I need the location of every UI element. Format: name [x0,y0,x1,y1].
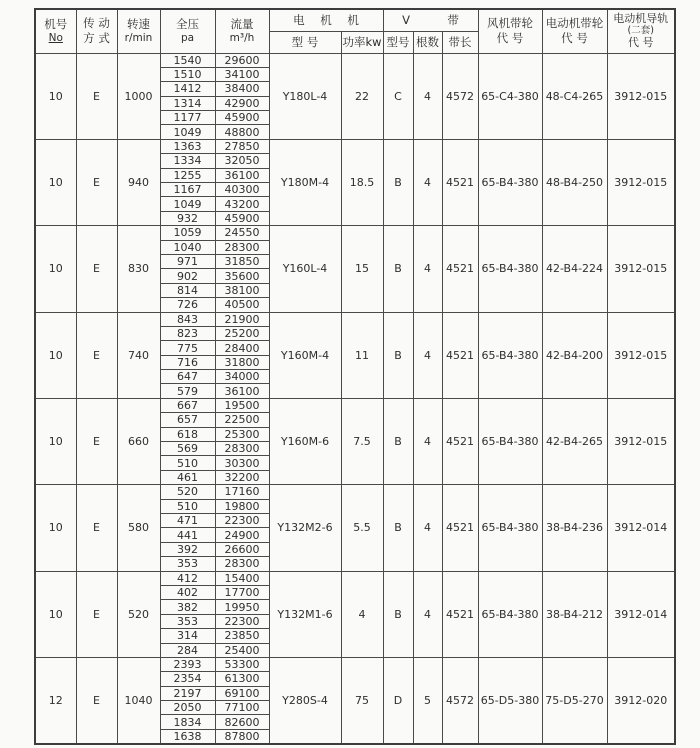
header-vbelt-v: V [402,12,411,27]
cell-fan-no: 10 [35,312,76,398]
cell-fan-pulley-code: 65-B4-380 [478,312,542,398]
cell-flow: 69100 [215,686,269,700]
cell-flow: 40500 [215,298,269,312]
cell-motor-pulley-code: 42-B4-224 [542,226,607,312]
cell-rail-code: 3912-015 [607,226,675,312]
cell-pressure: 1314 [160,96,215,110]
cell-drive-type: E [76,139,117,225]
header-pressure-label: 全压 [176,16,199,31]
header-row-top [35,9,675,31]
cell-pressure: 412 [160,571,215,585]
header-motor-rail-l3: 代 号 [628,35,654,49]
cell-flow: 26600 [215,542,269,556]
cell-flow: 87800 [215,729,269,743]
cell-pressure: 353 [160,614,215,628]
cell-flow: 21900 [215,312,269,326]
cell-pressure: 1049 [160,125,215,139]
cell-drive-type: E [76,657,117,743]
cell-flow: 22500 [215,413,269,427]
cell-drive-type: E [76,485,117,571]
cell-pressure: 569 [160,442,215,456]
cell-pressure: 647 [160,370,215,384]
cell-pressure: 2197 [160,686,215,700]
cell-motor-power: 75 [341,657,383,743]
cell-pressure: 441 [160,528,215,542]
cell-fan-pulley-code: 65-B4-380 [478,571,542,657]
header-motor-rail-l2: (二套) [627,24,654,36]
spec-row-group4-line1 [35,312,675,326]
cell-speed: 660 [117,398,160,484]
cell-flow: 32200 [215,470,269,484]
cell-belt-count: 4 [413,139,442,225]
cell-pressure: 1540 [160,53,215,67]
cell-motor-pulley-code: 38-B4-212 [542,571,607,657]
cell-pressure: 775 [160,341,215,355]
header-speed-unit: r/min [124,31,153,44]
cell-speed: 940 [117,139,160,225]
cell-pressure: 667 [160,398,215,412]
cell-motor-model: Y160L-4 [269,226,341,312]
header-drive-type [76,9,117,53]
header-vbelt-group [383,9,478,31]
cell-rail-code: 3912-015 [607,312,675,398]
cell-fan-no: 10 [35,571,76,657]
cell-flow: 38400 [215,82,269,96]
cell-pressure: 843 [160,312,215,326]
header-fan-no-unit: No [48,31,63,44]
cell-drive-type: E [76,571,117,657]
cell-drive-type: E [76,398,117,484]
cell-pressure: 1334 [160,154,215,168]
fan-spec-table [34,8,676,745]
cell-pressure: 471 [160,514,215,528]
header-motor-group: 电 机 机 [269,9,383,31]
header-fan-pulley-l1: 风机带轮 [487,16,533,31]
header-vbelt-dai: 带 [447,12,459,27]
cell-flow: 82600 [215,715,269,729]
cell-fan-no: 10 [35,53,76,139]
cell-motor-power: 4 [341,571,383,657]
cell-flow: 29600 [215,53,269,67]
cell-motor-power: 11 [341,312,383,398]
header-belt-count: 根数 [413,31,442,53]
cell-pressure: 726 [160,298,215,312]
cell-speed: 830 [117,226,160,312]
cell-belt-length: 4572 [442,53,478,139]
cell-drive-type: E [76,53,117,139]
cell-pressure: 382 [160,600,215,614]
header-fan-no [35,9,76,53]
cell-flow: 42900 [215,96,269,110]
cell-pressure: 520 [160,485,215,499]
cell-pressure: 716 [160,355,215,369]
cell-flow: 53300 [215,657,269,671]
header-motor-model: 型 号 [269,31,341,53]
cell-fan-pulley-code: 65-B4-380 [478,398,542,484]
cell-belt-type: B [383,226,413,312]
header-motor-pulley-l2: 代 号 [561,31,588,46]
cell-flow: 38100 [215,283,269,297]
cell-belt-length: 4521 [442,226,478,312]
cell-pressure: 971 [160,254,215,268]
cell-pressure: 402 [160,585,215,599]
cell-flow: 32050 [215,154,269,168]
cell-fan-pulley-code: 65-C4-380 [478,53,542,139]
cell-flow: 31850 [215,254,269,268]
cell-belt-type: B [383,139,413,225]
cell-motor-power: 7.5 [341,398,383,484]
cell-pressure: 1510 [160,67,215,81]
header-speed-label: 转速 [127,16,150,31]
cell-motor-power: 18.5 [341,139,383,225]
cell-flow: 22300 [215,514,269,528]
cell-pressure: 1412 [160,82,215,96]
cell-rail-code: 3912-015 [607,53,675,139]
header-flow-unit: m³/h [229,31,255,44]
cell-pressure: 1638 [160,729,215,743]
cell-pressure: 2393 [160,657,215,671]
cell-flow: 24550 [215,226,269,240]
cell-flow: 77100 [215,701,269,715]
cell-pressure: 2354 [160,672,215,686]
cell-motor-model: Y280S-4 [269,657,341,743]
header-motor-rail-l1: 电动机导轨 [613,12,669,26]
cell-pressure: 1834 [160,715,215,729]
cell-flow: 40300 [215,183,269,197]
cell-flow: 23850 [215,629,269,643]
header-fan-no-label: 机号 [44,16,68,31]
cell-speed: 1000 [117,53,160,139]
cell-belt-count: 4 [413,571,442,657]
header-motor-power: 功率kw [341,31,383,53]
cell-pressure: 510 [160,456,215,470]
cell-belt-type: B [383,485,413,571]
cell-flow: 28300 [215,557,269,571]
cell-motor-pulley-code: 42-B4-200 [542,312,607,398]
cell-pressure: 314 [160,629,215,643]
cell-pressure: 1049 [160,197,215,211]
cell-speed: 580 [117,485,160,571]
header-drive-label-l1: 传 动 [83,16,110,31]
cell-belt-type: D [383,657,413,743]
cell-flow: 28400 [215,341,269,355]
cell-flow: 25200 [215,326,269,340]
header-speed [117,9,160,53]
cell-pressure: 823 [160,326,215,340]
header-fan-pulley-l2: 代 号 [496,31,524,46]
cell-rail-code: 3912-014 [607,571,675,657]
header-pressure [160,9,215,53]
spec-row-group6-line1 [35,485,675,499]
cell-belt-length: 4572 [442,657,478,743]
cell-speed: 740 [117,312,160,398]
cell-flow: 31800 [215,355,269,369]
header-motor-pulley-l1: 电动机带轮 [545,16,604,31]
cell-belt-length: 4521 [442,398,478,484]
cell-fan-no: 12 [35,657,76,743]
cell-flow: 43200 [215,197,269,211]
cell-pressure: 814 [160,283,215,297]
cell-pressure: 1177 [160,111,215,125]
cell-belt-count: 4 [413,485,442,571]
cell-belt-type: B [383,312,413,398]
cell-rail-code: 3912-015 [607,398,675,484]
header-motor-pulley [542,9,607,53]
cell-drive-type: E [76,312,117,398]
cell-belt-length: 4521 [442,312,478,398]
cell-motor-model: Y160M-4 [269,312,341,398]
cell-pressure: 1059 [160,226,215,240]
cell-flow: 48800 [215,125,269,139]
cell-belt-count: 4 [413,53,442,139]
cell-motor-model: Y180L-4 [269,53,341,139]
cell-motor-power: 15 [341,226,383,312]
cell-flow: 28300 [215,240,269,254]
cell-pressure: 657 [160,413,215,427]
cell-flow: 24900 [215,528,269,542]
cell-belt-type: B [383,398,413,484]
cell-drive-type: E [76,226,117,312]
cell-motor-model: Y180M-4 [269,139,341,225]
cell-motor-model: Y132M2-6 [269,485,341,571]
header-belt-type: 型号 [383,31,413,53]
cell-belt-count: 4 [413,226,442,312]
cell-fan-pulley-code: 65-B4-380 [478,139,542,225]
cell-pressure: 1040 [160,240,215,254]
cell-flow: 28300 [215,442,269,456]
cell-flow: 19950 [215,600,269,614]
cell-belt-length: 4521 [442,485,478,571]
table-header [35,9,675,53]
cell-flow: 19800 [215,499,269,513]
header-pressure-unit: pa [180,31,195,44]
cell-belt-type: B [383,571,413,657]
cell-rail-code: 3912-015 [607,139,675,225]
cell-belt-count: 4 [413,398,442,484]
cell-fan-no: 10 [35,398,76,484]
cell-flow: 34000 [215,370,269,384]
table-body [35,53,675,744]
cell-belt-count: 4 [413,312,442,398]
cell-pressure: 284 [160,643,215,657]
cell-flow: 45900 [215,111,269,125]
cell-pressure: 353 [160,557,215,571]
cell-pressure: 1255 [160,168,215,182]
cell-fan-no: 10 [35,485,76,571]
cell-flow: 19500 [215,398,269,412]
spec-row-group1-line1 [35,53,675,67]
cell-pressure: 1167 [160,183,215,197]
cell-rail-code: 3912-014 [607,485,675,571]
cell-pressure: 1363 [160,139,215,153]
cell-motor-pulley-code: 48-C4-265 [542,53,607,139]
cell-motor-model: Y132M1-6 [269,571,341,657]
cell-belt-length: 4521 [442,571,478,657]
cell-pressure: 902 [160,269,215,283]
cell-fan-pulley-code: 65-D5-380 [478,657,542,743]
spec-row-group8-line1 [35,657,675,671]
cell-motor-power: 5.5 [341,485,383,571]
cell-fan-no: 10 [35,226,76,312]
cell-pressure: 461 [160,470,215,484]
cell-motor-pulley-code: 75-D5-270 [542,657,607,743]
header-belt-length: 带长 [442,31,478,53]
cell-flow: 17700 [215,585,269,599]
spec-row-group7-line1 [35,571,675,585]
cell-rail-code: 3912-020 [607,657,675,743]
cell-pressure: 932 [160,211,215,225]
cell-flow: 45900 [215,211,269,225]
cell-speed: 520 [117,571,160,657]
cell-motor-pulley-code: 42-B4-265 [542,398,607,484]
header-flow [215,9,269,53]
header-drive-label-l2: 方 式 [83,31,110,46]
cell-motor-model: Y160M-6 [269,398,341,484]
cell-flow: 22300 [215,614,269,628]
cell-flow: 30300 [215,456,269,470]
cell-motor-pulley-code: 48-B4-250 [542,139,607,225]
cell-flow: 36100 [215,168,269,182]
cell-motor-power: 22 [341,53,383,139]
cell-pressure: 579 [160,384,215,398]
cell-pressure: 392 [160,542,215,556]
cell-belt-type: C [383,53,413,139]
cell-belt-length: 4521 [442,139,478,225]
cell-belt-count: 5 [413,657,442,743]
cell-pressure: 618 [160,427,215,441]
cell-flow: 61300 [215,672,269,686]
cell-flow: 35600 [215,269,269,283]
header-motor-rail [607,9,675,53]
cell-fan-no: 10 [35,139,76,225]
cell-pressure: 2050 [160,701,215,715]
spec-row-group2-line1 [35,139,675,153]
cell-motor-pulley-code: 38-B4-236 [542,485,607,571]
cell-flow: 36100 [215,384,269,398]
cell-flow: 25300 [215,427,269,441]
cell-flow: 34100 [215,67,269,81]
spec-row-group5-line1 [35,398,675,412]
spec-row-group3-line1 [35,226,675,240]
cell-flow: 27850 [215,139,269,153]
cell-fan-pulley-code: 65-B4-380 [478,226,542,312]
cell-pressure: 510 [160,499,215,513]
header-flow-label: 流量 [230,16,254,31]
cell-flow: 25400 [215,643,269,657]
cell-flow: 17160 [215,485,269,499]
header-fan-pulley [478,9,542,53]
cell-speed: 1040 [117,657,160,743]
cell-fan-pulley-code: 65-B4-380 [478,485,542,571]
cell-flow: 15400 [215,571,269,585]
